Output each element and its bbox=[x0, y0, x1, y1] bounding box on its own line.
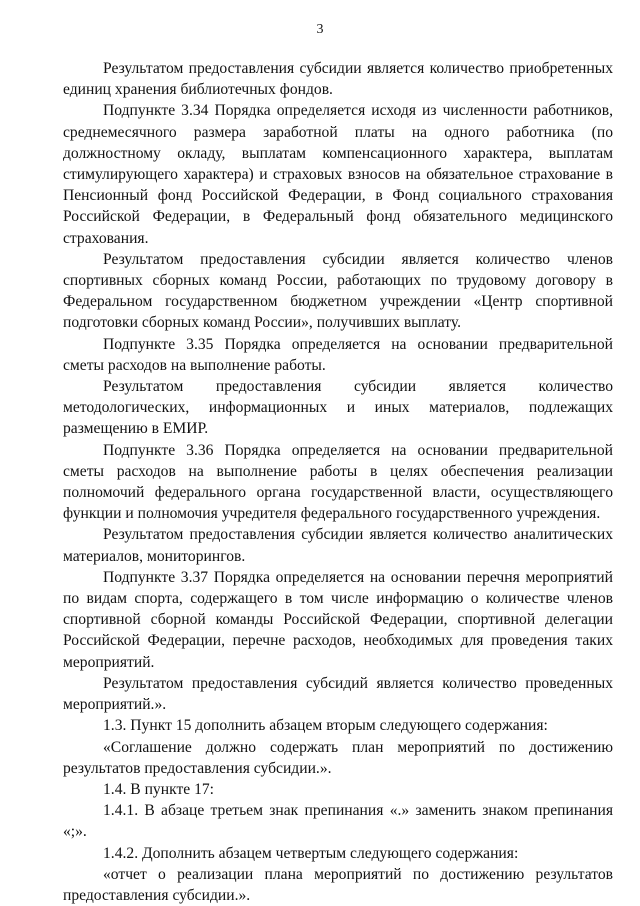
paragraph-3-37: Подпункте 3.37 Порядка определяется на основании перечня мероприятий по видам спорта, содержащего в том числе информацию о количестве членов спортивной сборной команды Российской Федерации, спортивной делегации Российской Федерации, перечне расходов, необходимых для проведения таких мероприятий. bbox=[63, 568, 613, 671]
page-number: 3 bbox=[316, 22, 324, 37]
paragraph-3-34: Подпункте 3.34 Порядка определяется исходя из численности работников, среднемесячного размера заработной платы на одного работника (по должностному окладу, выплатам компенсационного характера, выплатам стимулирующего характера) и страховых взносов на обязательное страхование в Пенсионный фонд Российской Федерации, в Фонд социального страхования Российской Федерации, в Федеральный фонд обязательного медицинского страхования. bbox=[63, 102, 613, 247]
document-body bbox=[63, 58, 613, 906]
paragraph-result-sport-teams: Результатом предоставления субсидии является количество членов спортивных сборных команд России, работающих по трудовому договору в Федеральном государственном бюджетном учреждении «Центр спортивной подготовки сборных команд России», получивших выплату. bbox=[63, 250, 613, 332]
paragraph-result-library: Результатом предоставления субсидии является количество приобретенных единиц хранения библиотечных фондов. bbox=[63, 60, 613, 99]
paragraph-1-4-2: 1.4.2. Дополнить абзацем четвертым следующего содержания: bbox=[103, 844, 519, 862]
paragraph-1-4: 1.4. В пункте 17: bbox=[103, 780, 215, 798]
paragraph-result-analytics: Результатом предоставления субсидии является количество аналитических материалов, мониторингов. bbox=[63, 526, 613, 565]
paragraph-1-3: 1.3. Пункт 15 дополнить абзацем вторым следующего содержания: bbox=[103, 717, 548, 735]
paragraph-result-events: Результатом предоставления субсидий является количество проведенных мероприятий.». bbox=[63, 674, 613, 714]
paragraph-result-emir: Результатом предоставления субсидии является количество методологических, информационных и иных материалов, подлежащих размещению в ЕМИР. bbox=[63, 378, 613, 438]
paragraph-3-36: Подпункте 3.36 Порядка определяется на основании предварительной сметы расходов на выполнение работы в целях обеспечения реализации полномочий федерального органа государственной власти, осуществляющего функции и полномочия учредителя федерального государственного учреждения. bbox=[63, 441, 613, 523]
paragraph-3-35: Подпункте 3.35 Порядка определяется на основании предварительной сметы расходов на выполнение работы. bbox=[63, 335, 613, 374]
paragraph-report-quote: «отчет о реализации плана мероприятий по достижению результатов предоставления субсидии.». bbox=[63, 865, 613, 904]
paragraph-1-4-1: 1.4.1. В абзаце третьем знак препинания «.» заменить знаком препинания «;». bbox=[63, 802, 613, 841]
paragraph-agreement-quote: «Соглашение должно содержать план мероприятий по достижению результатов предоставления субсидии.». bbox=[63, 738, 613, 777]
